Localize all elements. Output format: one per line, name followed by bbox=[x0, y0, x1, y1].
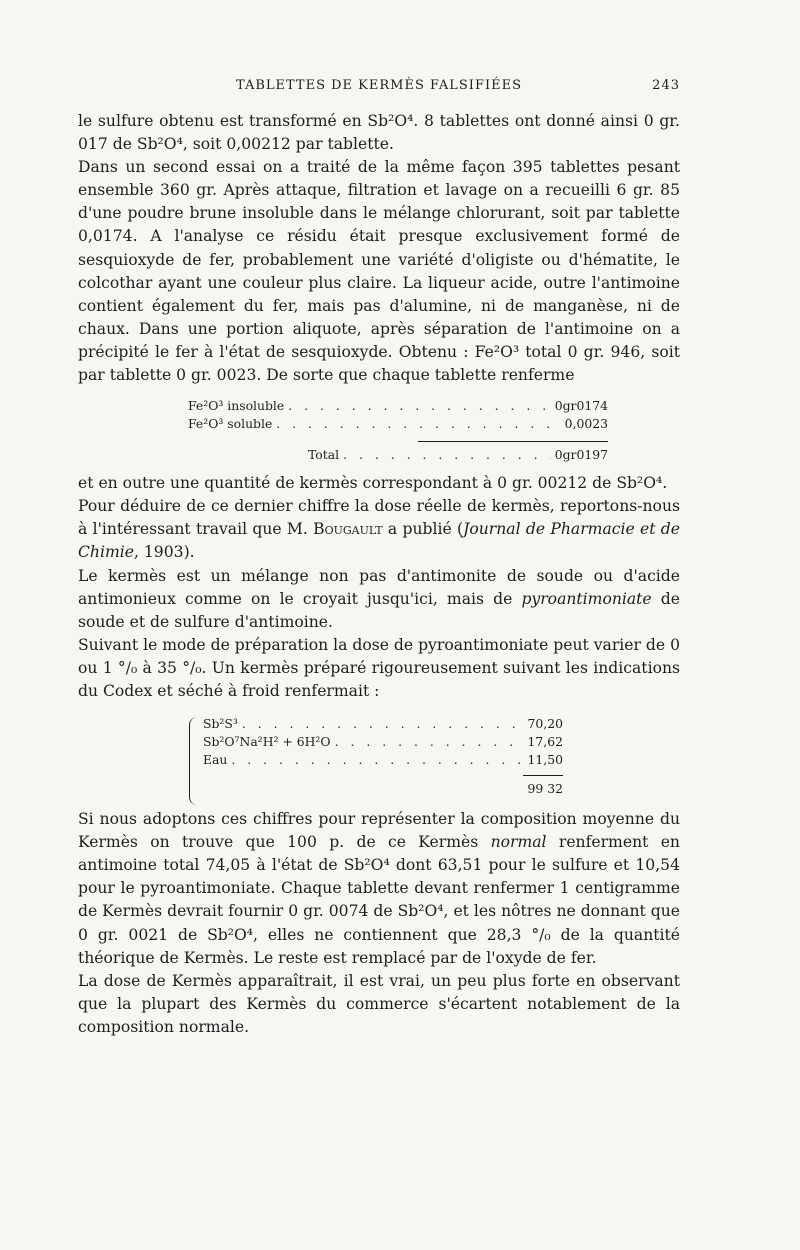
paragraph-4 bbox=[78, 495, 680, 564]
paragraph-2: Dans un second essai on a traité de la même façon 395 tablettes pesant ensemble 360 gr. Après attaque, filtration et lavage on a recueilli 6 gr. 85 d'une poudre brune insoluble dans le mélange chlorurant, soit par tablette 0,0174. A l'analyse ce résidu était presque exclusivement formé de sesquioxyde de fer, probablement une variété d'oligiste ou d'hématite, le colcothar ayant une couleur plus claire. La liqueur acide, outre l'antimoine contient également du fer, mais pas d'alumine, ni de manganèse, ni de chaux. Dans une portion aliquote, après séparation de l'antimoine on a précipité le fer à l'état de sesquioxyde. Obtenu : Fe²O³ total 0 gr. 946, soit par tablette 0 gr. 0023. De sorte que chaque tablette renferme bbox=[78, 158, 680, 385]
iron-oxide-table bbox=[188, 397, 608, 464]
paragraph-7-text: Si nous adoptons ces chiffres pour représenter la composition moyenne du Kermès on trouve que 100 p. de ce Kermès bbox=[78, 810, 680, 852]
body-text bbox=[78, 110, 680, 1039]
leader-dots bbox=[288, 397, 551, 415]
paragraph-5-text: Le kermès est un mélange non pas d'antimonite de soude ou d'acide antimonieux comme on le croyait jusqu'ici, mais de bbox=[78, 566, 680, 608]
sum-rule bbox=[418, 441, 608, 442]
table-row bbox=[203, 733, 563, 751]
total-label: Total bbox=[308, 447, 340, 463]
row-value: 11,50 bbox=[527, 752, 563, 768]
paragraph-4-text: Pour déduire de ce dernier chiffre la dose réelle de kermès, reportons-nous à l'intéressant travail que M. bbox=[78, 497, 680, 539]
leader-dots bbox=[276, 415, 560, 433]
row-value: 0,0023 bbox=[564, 416, 608, 432]
leader-dots bbox=[231, 751, 523, 769]
total-value: 0gr0197 bbox=[554, 447, 608, 463]
paragraph-1: le sulfure obtenu est transformé en Sb²O⁴. 8 tablettes ont donné ainsi 0 gr. 017 de Sb²O⁴, soit 0,00212 par tablette. bbox=[78, 112, 680, 154]
author-name: Bougault bbox=[313, 520, 383, 539]
row-value: 70,20 bbox=[527, 716, 563, 732]
leader-dots bbox=[335, 733, 524, 751]
row-value: 17,62 bbox=[527, 734, 563, 750]
italic-term: pyroantimoniate bbox=[521, 589, 652, 608]
italic-term: normal bbox=[490, 833, 547, 852]
paragraph-8: La dose de Kermès apparaîtrait, il est vrai, un peu plus forte en observant que la plupart des Kermès du commerce s'écartent notablement de la composition normale. bbox=[78, 971, 680, 1036]
paragraph-3: et en outre une quantité de kermès correspondant à 0 gr. 00212 de Sb²O⁴. bbox=[78, 474, 668, 493]
sum-rule bbox=[523, 775, 563, 776]
paragraph-7-text: renferment en antimoine total 74,05 à l'état de Sb²O⁴ dont 63,51 pour le sulfure et 10,54 pour le pyroantimoniate. Chaque tablette devant renfermer 1 centigramme de Kermès devrait fournir 0 gr. 0074 de Sb²O⁴, et les nôtres ne donnant que 0 gr. 0021 de Sb²O⁴, elles ne contiennent que 28,3 °/₀ de la quantité théorique de Kermès. Le reste est remplacé par de l'oxyde de fer. bbox=[78, 833, 680, 967]
row-value: 0gr0174 bbox=[554, 398, 608, 414]
running-header bbox=[78, 78, 680, 100]
row-label: Eau bbox=[203, 752, 228, 768]
row-label: Sb²O⁷Na²H² + 6H²O bbox=[203, 734, 331, 750]
paragraph-5-text: de soude et de sulfure d'antimoine. bbox=[78, 589, 680, 631]
row-label: Sb²S³ bbox=[203, 716, 238, 732]
row-label: Fe²O³ insoluble bbox=[188, 398, 285, 414]
paragraph-7 bbox=[78, 808, 680, 970]
table-row bbox=[188, 397, 608, 415]
paragraph-4-text: a publié ( bbox=[382, 520, 464, 539]
table-total-row bbox=[308, 446, 608, 464]
paragraph-4-text: , 1903). bbox=[133, 543, 195, 562]
table-row bbox=[188, 415, 608, 433]
total-value: 99 32 bbox=[527, 781, 563, 797]
table-row bbox=[203, 751, 563, 769]
kermes-composition-table bbox=[203, 715, 563, 798]
table-row bbox=[203, 715, 563, 733]
leader-dots bbox=[242, 715, 524, 733]
row-label: Fe²O³ soluble bbox=[188, 416, 273, 432]
journal-title: Journal de Pharmacie et de Chimie bbox=[78, 520, 680, 562]
page-number: 243 bbox=[652, 78, 680, 93]
paragraph-5 bbox=[78, 565, 680, 634]
leader-dots bbox=[343, 446, 551, 464]
paragraph-6: Suivant le mode de préparation la dose de pyroantimoniate peut varier de 0 ou 1 °/₀ à 35 °/₀. Un kermès préparé rigoureusement suivant les indications du Codex et séché à froid renfermait : bbox=[78, 635, 681, 700]
header-title: TABLETTES DE KERMÈS FALSIFIÉES bbox=[235, 78, 522, 93]
brace bbox=[189, 717, 200, 805]
